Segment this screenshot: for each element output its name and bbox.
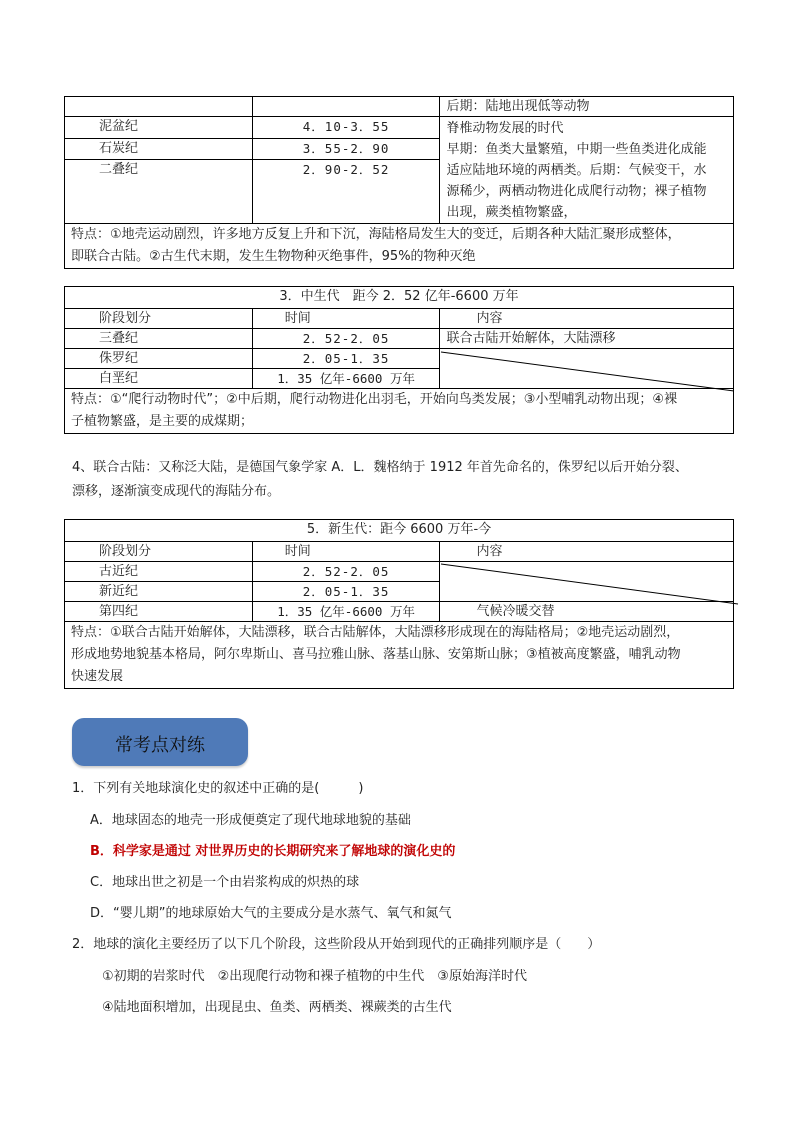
section-badge	[72, 718, 248, 766]
period-time: 1．35 亿年-6600 万年	[252, 369, 440, 389]
diagonal-slash	[441, 352, 734, 391]
characteristics-note: 特点：①地壳运动剧烈，许多地方反复上升和下沉，海陆格局发生大的变迁，后期各种大陆汇聚形成整体， 即联合古陆。②古生代末期，发生生物物种灭绝事件，95%的物种灭绝	[65, 224, 734, 269]
period-name: 白垩纪	[65, 369, 253, 389]
period-time: 4．10-3．55	[252, 117, 440, 139]
period-time: 3．55-2．90	[252, 138, 440, 160]
pangaea-paragraph: 4、联合古陆：又称泛大陆，是德国气象学家 A．L．魏格纳于 1912 年首先命名的，侏罗纪以后开始分裂、 漂移，逐渐演变成现代的海陆分布。	[72, 460, 688, 499]
diagonal-slash	[441, 564, 738, 604]
period-name: 二叠纪	[65, 160, 253, 224]
column-header: 阶段划分	[65, 542, 253, 562]
period-name: 石炭纪	[65, 138, 253, 160]
period-time: 2．05-1．35	[252, 349, 440, 369]
option-a: A．地球固态的地壳一形成便奠定了现代地球地貌的基础	[90, 813, 411, 828]
table-title: 5．新生代：距今 6600 万年-今	[65, 520, 734, 542]
period-name: 新近纪	[65, 582, 253, 602]
characteristics-note: 特点：①“爬行动物时代”；②中后期，爬行动物进化出羽毛，开始向鸟类发展；③小型哺乳动物出现；④裸 子植物繁盛，是主要的成煤期；	[65, 389, 734, 434]
column-header: 内容	[440, 309, 734, 329]
option-c: C．地球出世之初是一个由岩浆构成的炽热的球	[90, 875, 360, 890]
period-content: 联合古陆开始解体，大陆漂移	[440, 329, 734, 349]
option-b-answer: B．科学家是通过 对世界历史的长期研究来了解地球的演化史的	[90, 844, 456, 859]
period-content: 气候冷暖交替	[440, 602, 734, 622]
column-header: 内容	[440, 542, 734, 562]
column-header: 阶段划分	[65, 309, 253, 329]
characteristics-note: 特点：①联合古陆开始解体，大陆漂移，联合古陆解体，大陆漂移形成现在的海陆格局；②地壳运动剧烈， 形成地势地貌基本格局，阿尔卑斯山、喜马拉雅山脉、落基山脉、安第斯山脉；③植被高度繁盛，哺乳动物 快速发展	[65, 622, 734, 689]
section-badge-label: 常考点对练	[115, 735, 205, 756]
period-time: 2．90-2．52	[252, 160, 440, 224]
period-content: 脊椎动物发展的时代 早期：鱼类大量繁殖，中期一些鱼类进化成能 适应陆地环境的两栖类。后期：气候变干，水 源稀少，两栖动物进化成爬行动物；裸子植物 出现，蕨类植物繁盛，	[440, 117, 734, 224]
late-stage-cell: 后期：陆地出现低等动物	[440, 97, 734, 117]
period-time: 2．05-1．35	[252, 582, 440, 602]
table-title: 3．中生代 距今 2．52 亿年-6600 万年	[65, 287, 734, 309]
period-time: 2．52-2．05	[252, 562, 440, 582]
column-header: 时间	[252, 309, 440, 329]
period-name: 三叠纪	[65, 329, 253, 349]
period-name: 侏罗纪	[65, 349, 253, 369]
question-2-item: ④陆地面积增加，出现昆虫、鱼类、两栖类、裸蕨类的古生代	[102, 1000, 452, 1015]
option-d: D．“婴儿期”的地球原始大气的主要成分是水蒸气、氧气和氮气	[90, 906, 452, 921]
question-1-stem: 1．下列有关地球演化史的叙述中正确的是( )	[72, 781, 364, 796]
period-time: 2．52-2．05	[252, 329, 440, 349]
column-header: 时间	[252, 542, 440, 562]
period-name: 古近纪	[65, 562, 253, 582]
question-2-stem: 2．地球的演化主要经历了以下几个阶段，这些阶段从开始到现代的正确排列顺序是（ ）	[72, 937, 601, 952]
period-name: 第四纪	[65, 602, 253, 622]
period-name: 泥盆纪	[65, 117, 253, 139]
question-2-item: ①初期的岩浆时代 ②出现爬行动物和裸子植物的中生代 ③原始海洋时代	[102, 969, 527, 984]
period-time: 1．35 亿年-6600 万年	[252, 602, 440, 622]
